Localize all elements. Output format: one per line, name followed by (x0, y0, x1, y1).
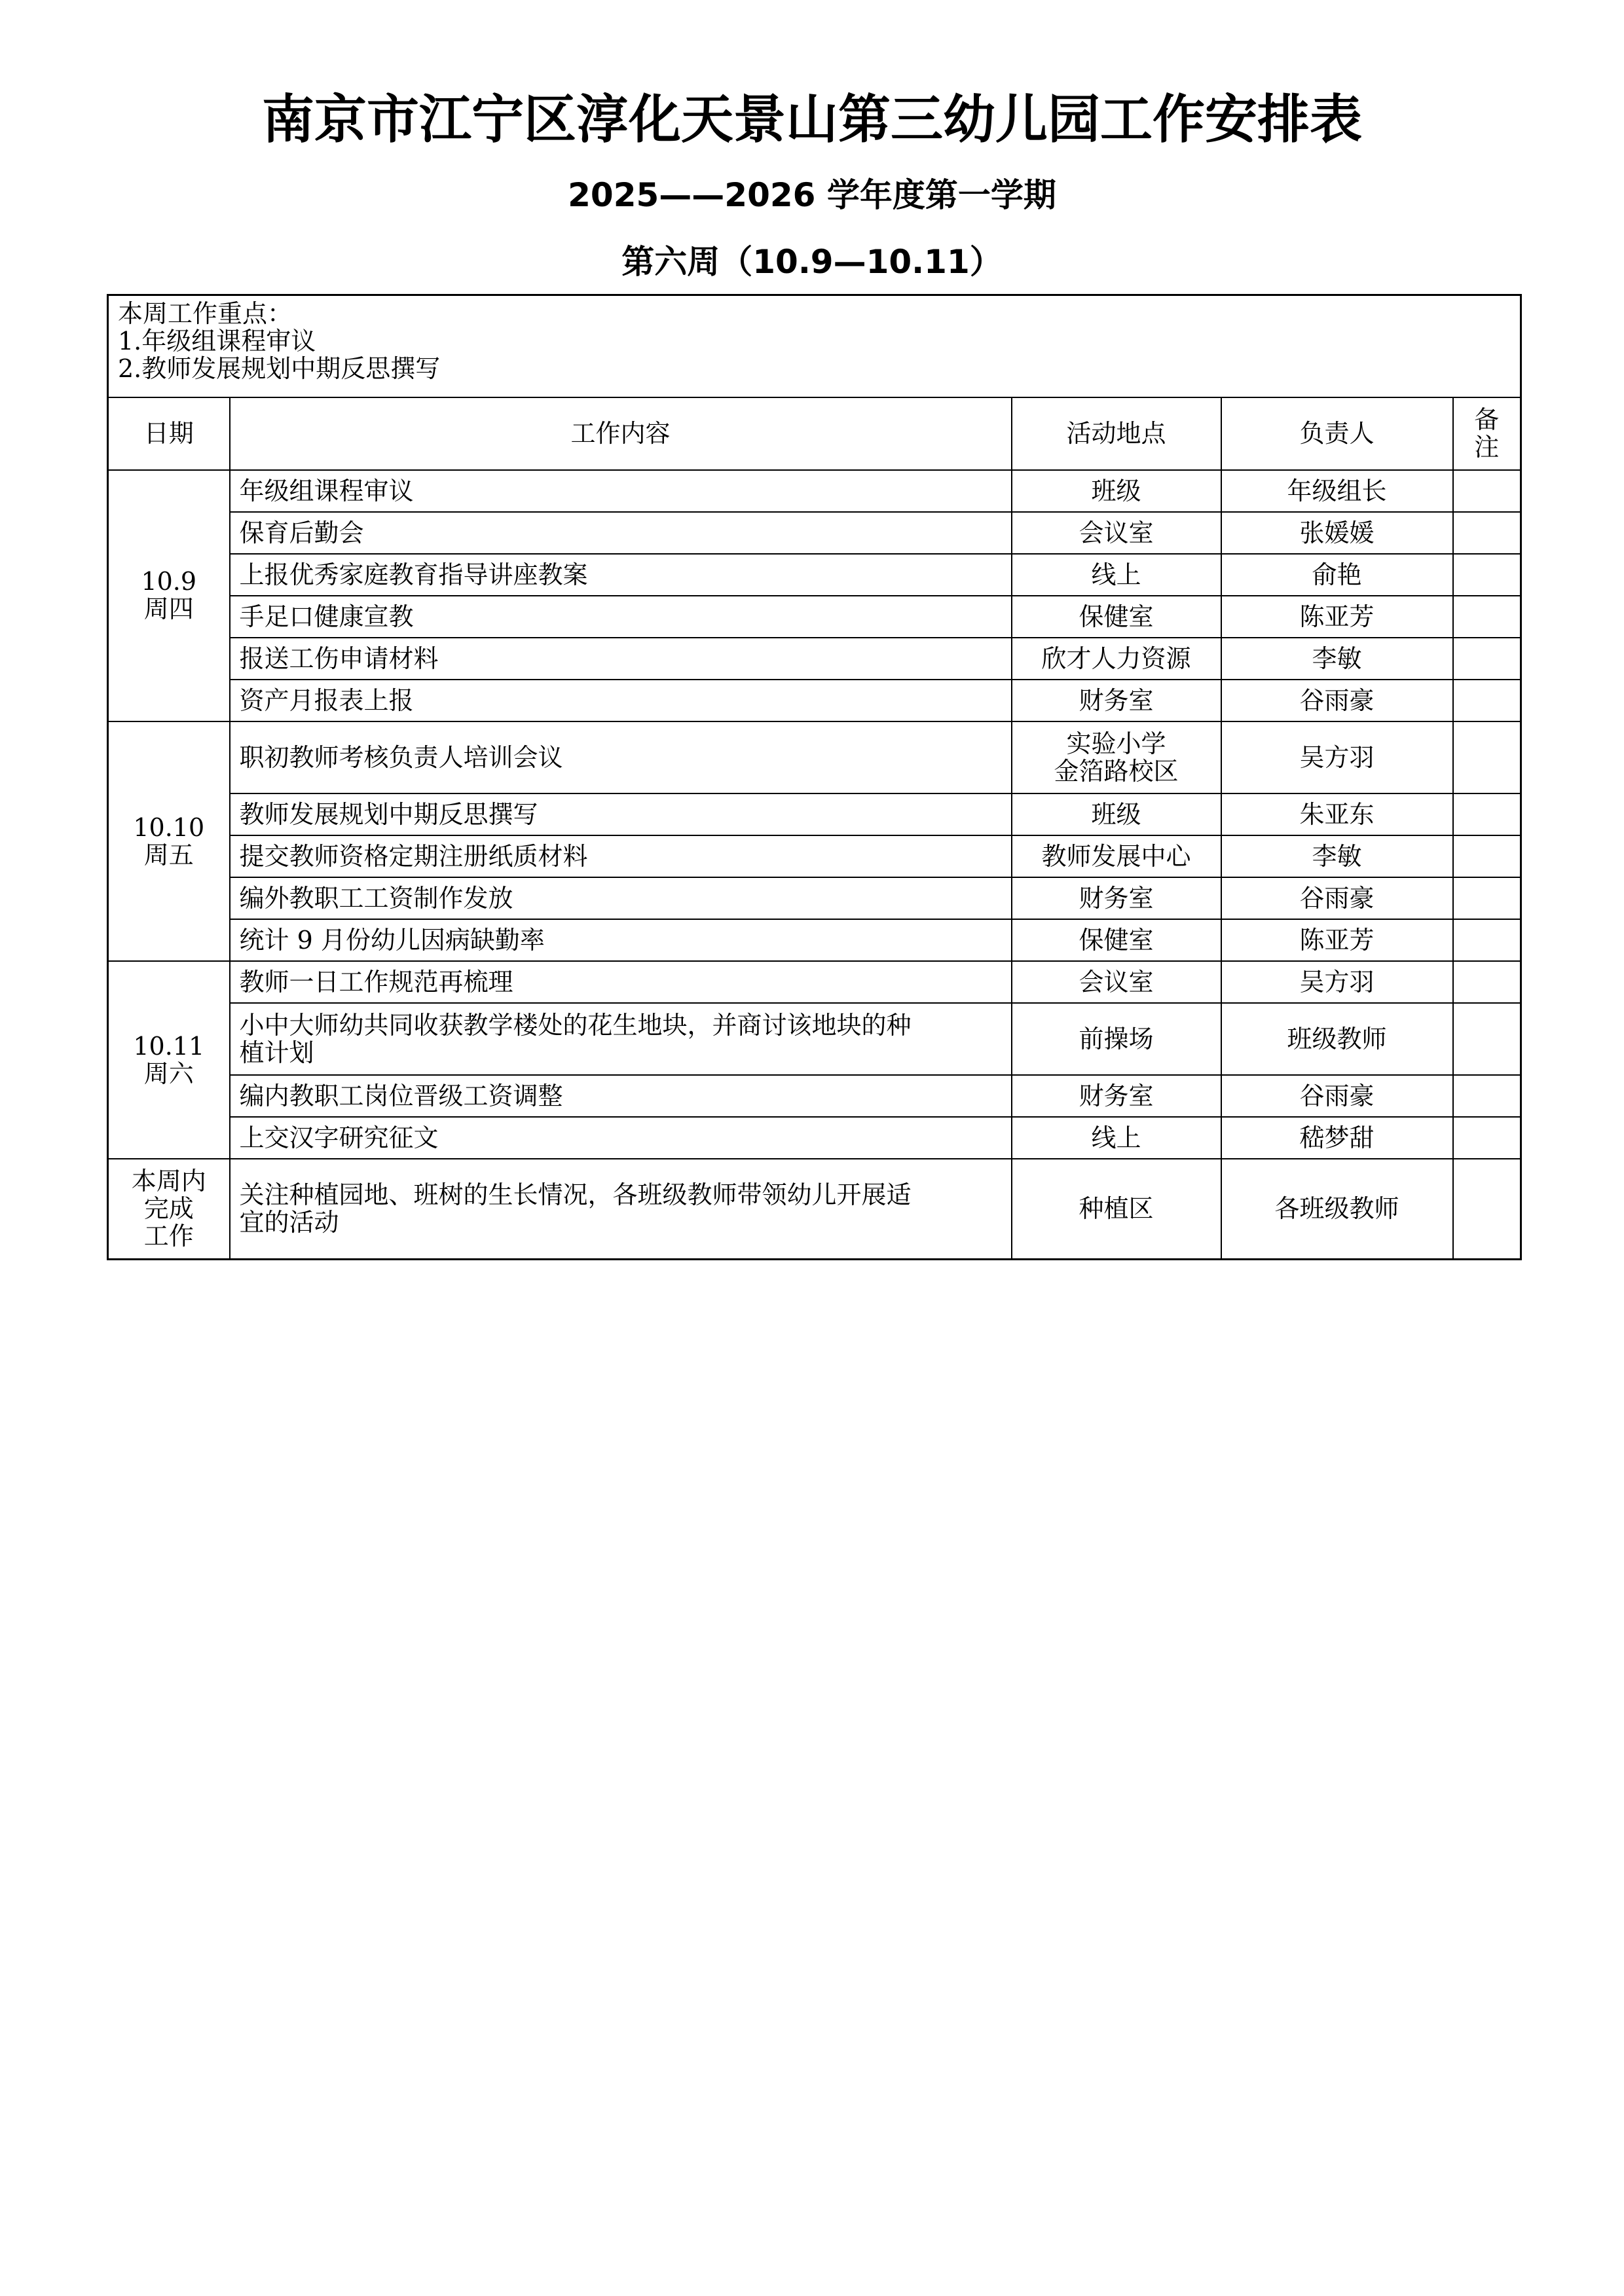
table-row (108, 1003, 1521, 1075)
task-owner: 张媛媛 (1221, 512, 1453, 554)
semester-subtitle: 2025——2026 学年度第一学期 (568, 176, 1056, 214)
task-location: 保健室 (1012, 919, 1221, 961)
task-content: 资产月报表上报 (230, 680, 1012, 721)
task-remark (1453, 721, 1521, 793)
task-remark (1453, 919, 1521, 961)
weekly-label-cell (108, 1159, 230, 1260)
weekly-label-line: 工作 (143, 1222, 194, 1251)
table-row (108, 721, 1521, 793)
task-owner: 班级教师 (1221, 1003, 1453, 1075)
task-location: 前操场 (1012, 1003, 1221, 1075)
table-row (108, 680, 1521, 721)
task-location: 会议室 (1012, 512, 1221, 554)
table-row (108, 596, 1521, 638)
table-row (108, 1075, 1521, 1117)
task-remark (1453, 596, 1521, 638)
task-remark (1453, 470, 1521, 512)
task-location: 班级 (1012, 470, 1221, 512)
table-row (108, 961, 1521, 1003)
task-content: 报送工伤申请材料 (230, 638, 1012, 680)
date-value: 10.10 (133, 812, 205, 842)
weekday-value: 周六 (143, 1059, 194, 1088)
column-header-content: 工作内容 (230, 397, 1012, 470)
schedule-table (107, 294, 1522, 1260)
task-location: 班级 (1012, 793, 1221, 835)
task-content-line: 植计划 (239, 1038, 314, 1067)
task-remark (1453, 1075, 1521, 1117)
task-location: 财务室 (1012, 1075, 1221, 1117)
task-owner: 谷雨豪 (1221, 1075, 1453, 1117)
task-content: 编外教职工工资制作发放 (230, 877, 1012, 919)
column-header-date: 日期 (108, 397, 230, 470)
task-content-line: 宜的活动 (239, 1208, 339, 1237)
date-value: 10.9 (141, 566, 197, 596)
remark-char: 注 (1474, 433, 1500, 462)
weekday-value: 周五 (143, 840, 194, 869)
task-remark (1453, 638, 1521, 680)
task-owner: 嵇梦甜 (1221, 1117, 1453, 1159)
date-value: 10.11 (133, 1031, 205, 1061)
table-row (108, 1117, 1521, 1159)
weekly-focus (108, 295, 1521, 397)
task-content: 手足口健康宣教 (230, 596, 1012, 638)
column-header-owner: 负责人 (1221, 397, 1453, 470)
table-row (108, 512, 1521, 554)
table-row (108, 919, 1521, 961)
header-row (108, 397, 1521, 470)
column-header-remark (1453, 397, 1521, 470)
task-location: 线上 (1012, 1117, 1221, 1159)
task-location: 线上 (1012, 554, 1221, 596)
task-location: 欣才人力资源 (1012, 638, 1221, 680)
task-owner: 谷雨豪 (1221, 680, 1453, 721)
task-remark (1453, 680, 1521, 721)
table-row (108, 638, 1521, 680)
page-title: 南京市江宁区淳化天景山第三幼儿园工作安排表 (262, 89, 1362, 150)
table-row (108, 877, 1521, 919)
task-content: 上交汉字研究征文 (230, 1117, 1012, 1159)
focus-item: 1.年级组课程审议 (118, 327, 316, 355)
task-owner: 吴方羽 (1221, 961, 1453, 1003)
task-content: 教师一日工作规范再梳理 (230, 961, 1012, 1003)
task-owner: 陈亚芳 (1221, 919, 1453, 961)
task-content (230, 1159, 1012, 1260)
task-remark (1453, 512, 1521, 554)
task-owner: 李敏 (1221, 835, 1453, 877)
task-owner: 吴方羽 (1221, 721, 1453, 793)
remark-char: 备 (1474, 405, 1500, 434)
weekly-label-line: 本周内 (131, 1167, 206, 1196)
focus-item: 2.教师发展规划中期反思撰写 (118, 354, 441, 383)
task-content: 教师发展规划中期反思撰写 (230, 793, 1012, 835)
task-location: 教师发展中心 (1012, 835, 1221, 877)
task-content-line: 关注种植园地、班树的生长情况，各班级教师带领幼儿开展适 (239, 1180, 912, 1210)
date-cell (108, 721, 230, 961)
weekly-focus-row (108, 295, 1521, 397)
task-remark (1453, 1003, 1521, 1075)
task-location: 财务室 (1012, 877, 1221, 919)
table-row (108, 793, 1521, 835)
week-heading: 第六周（10.9—10.11） (621, 243, 1003, 281)
task-content: 统计 9 月份幼儿因病缺勤率 (230, 919, 1012, 961)
task-location-line: 实验小学 (1066, 729, 1166, 758)
column-header-location: 活动地点 (1012, 397, 1221, 470)
task-content: 提交教师资格定期注册纸质材料 (230, 835, 1012, 877)
task-location: 种植区 (1012, 1159, 1221, 1260)
task-owner: 各班级教师 (1221, 1159, 1453, 1260)
task-remark (1453, 877, 1521, 919)
weekday-value: 周四 (143, 594, 194, 623)
table-row (108, 470, 1521, 512)
task-content: 保育后勤会 (230, 512, 1012, 554)
weekly-label-line: 完成 (143, 1194, 194, 1224)
task-remark (1453, 961, 1521, 1003)
task-location: 财务室 (1012, 680, 1221, 721)
task-owner: 谷雨豪 (1221, 877, 1453, 919)
task-owner: 俞艳 (1221, 554, 1453, 596)
task-owner: 朱亚东 (1221, 793, 1453, 835)
task-location-line: 金箔路校区 (1054, 756, 1179, 786)
task-owner: 李敏 (1221, 638, 1453, 680)
task-content: 上报优秀家庭教育指导讲座教案 (230, 554, 1012, 596)
task-content: 编内教职工岗位晋级工资调整 (230, 1075, 1012, 1117)
task-location (1012, 721, 1221, 793)
task-remark (1453, 1159, 1521, 1260)
task-location: 会议室 (1012, 961, 1221, 1003)
date-cell (108, 470, 230, 721)
task-remark (1453, 835, 1521, 877)
task-owner: 年级组长 (1221, 470, 1453, 512)
table-row (108, 554, 1521, 596)
task-remark (1453, 554, 1521, 596)
task-content: 职初教师考核负责人培训会议 (230, 721, 1012, 793)
task-content (230, 1003, 1012, 1075)
weekly-completion-row (108, 1159, 1521, 1260)
task-remark (1453, 793, 1521, 835)
task-content: 年级组课程审议 (230, 470, 1012, 512)
task-owner: 陈亚芳 (1221, 596, 1453, 638)
date-cell (108, 961, 230, 1159)
focus-heading: 本周工作重点： (118, 299, 293, 328)
table-row (108, 835, 1521, 877)
task-remark (1453, 1117, 1521, 1159)
task-location: 保健室 (1012, 596, 1221, 638)
task-content-line: 小中大师幼共同收获教学楼处的花生地块，并商讨该地块的种 (239, 1010, 912, 1040)
